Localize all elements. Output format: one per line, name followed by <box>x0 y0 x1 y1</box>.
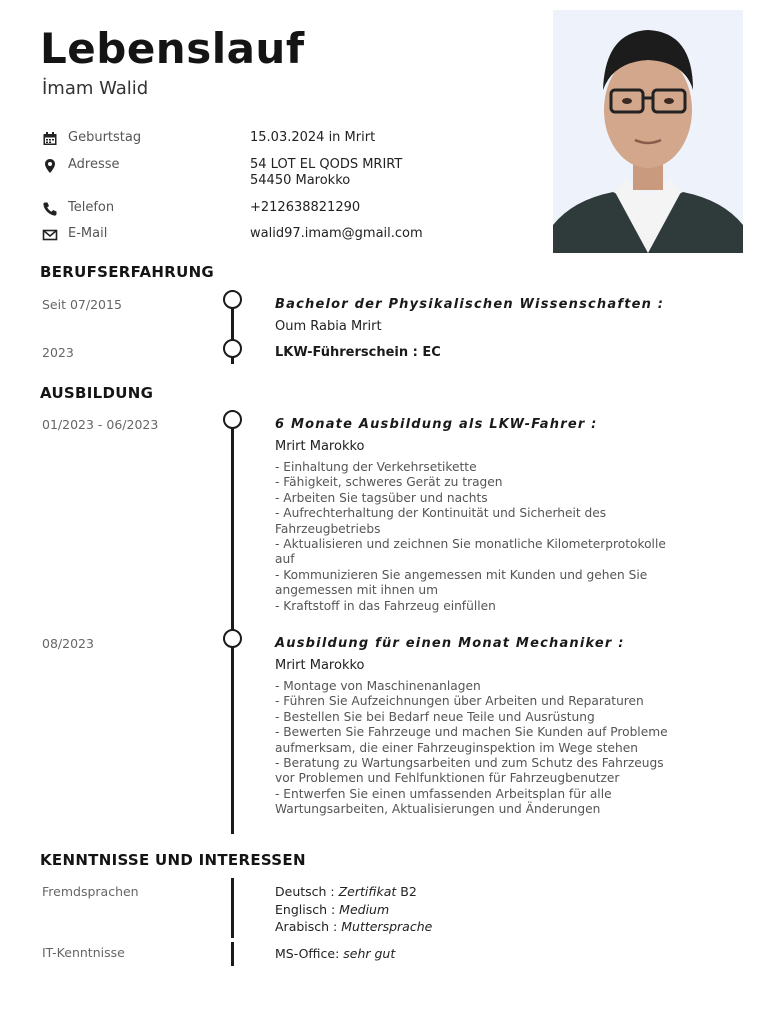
list-item: - Aufrechterhaltung der Kontinuität und Sicherheit des Fahrzeugbetriebs <box>275 506 607 536</box>
info-value <box>250 157 402 189</box>
skills-divider-line <box>231 878 234 938</box>
skill-item <box>275 901 389 918</box>
skill-group-label: IT-Kenntnisse <box>42 945 125 960</box>
skills-divider-line <box>231 942 234 966</box>
list-item: - Aktualisieren und zeichnen Sie monatliche Kilometerprotokolle auf <box>275 537 666 567</box>
info-label: Telefon <box>68 200 115 215</box>
list-item: - Entwerfen Sie einen umfassenden Arbeitsplan für alle Wartungsarbeiten, Aktualisierungen und Änderungen <box>275 786 612 817</box>
info-label: Adresse <box>68 157 120 172</box>
entry-title: Bachelor der Physikalischen Wissenschaften : <box>275 297 665 312</box>
entry-subtitle: Oum Rabia Mrirt <box>275 319 382 334</box>
list-item: - Beratung zu Wartungsarbeiten und zum Schutz des Fahrzeugs vor Problemen und Fehlfunktionen für Fahrzeugbenutzer <box>275 756 664 786</box>
skill-item <box>275 945 395 962</box>
page-title: Lebenslauf <box>40 24 305 73</box>
timeline-marker <box>223 290 242 309</box>
skill-level: Medium <box>339 902 390 917</box>
envelope-icon <box>42 227 58 243</box>
skill-item <box>275 918 432 935</box>
skill-name: Deutsch : <box>275 884 339 899</box>
entry-date: 08/2023 <box>42 636 94 651</box>
timeline-marker <box>223 339 242 358</box>
timeline-marker <box>223 410 242 429</box>
entry-bullet-list <box>275 460 675 614</box>
skill-level: Zertifikat <box>338 884 397 899</box>
skill-name: Arabisch : <box>275 919 342 934</box>
timeline-line <box>231 420 234 834</box>
list-item: - Kommunizieren Sie angemessen mit Kunden und gehen Sie angemessen mit ihnen um <box>275 567 648 598</box>
info-value: 15.03.2024 in Mrirt <box>250 130 376 145</box>
skill-name: MS-Office: <box>275 946 344 961</box>
entry-title: 6 Monate Ausbildung als LKW-Fahrer : <box>275 417 598 432</box>
address-line-2: 54450 Marokko <box>250 173 351 188</box>
skill-item <box>275 883 417 900</box>
skill-extra: B2 <box>396 884 417 899</box>
entry-title: LKW-Führerschein : EC <box>275 345 441 360</box>
info-label: Geburtstag <box>68 130 142 145</box>
list-item: - Bewerten Sie Fahrzeuge und machen Sie Kunden auf Probleme aufmerksam, die einer Fahrzeuginspektion im Wege stehen <box>275 725 668 755</box>
entry-bullet-list <box>275 679 675 818</box>
section-heading-education: AUSBILDUNG <box>40 384 154 402</box>
entry-subtitle: Mrirt Marokko <box>275 658 365 673</box>
profile-photo <box>553 10 743 253</box>
list-item: - Führen Sie Aufzeichnungen über Arbeiten und Reparaturen <box>275 694 644 709</box>
list-item: - Fähigkeit, schweres Gerät zu tragen <box>275 475 503 490</box>
entry-date: Seit 07/2015 <box>42 297 122 312</box>
info-label: E-Mail <box>68 226 108 241</box>
entry-subtitle: Mrirt Marokko <box>275 439 365 454</box>
person-name: İmam Walid <box>42 78 149 99</box>
list-item: - Einhaltung der Verkehrsetikette <box>275 460 477 474</box>
skill-level: sehr gut <box>343 946 396 961</box>
info-value: +212638821290 <box>250 200 361 215</box>
timeline-marker <box>223 629 242 648</box>
calendar-icon <box>42 131 58 147</box>
list-item: - Arbeiten Sie tagsüber und nachts <box>275 490 488 505</box>
entry-date: 2023 <box>42 345 74 360</box>
list-item: - Montage von Maschinenanlagen <box>275 679 481 693</box>
info-value: walid97.imam@gmail.com <box>250 226 423 241</box>
list-item: - Bestellen Sie bei Bedarf neue Teile und Ausrüstung <box>275 709 595 724</box>
entry-title: Ausbildung für einen Monat Mechaniker : <box>275 636 625 651</box>
skill-name: Englisch : <box>275 902 340 917</box>
address-line-1: 54 LOT EL QODS MRIRT <box>250 157 403 172</box>
skill-group-label: Fremdsprachen <box>42 884 139 899</box>
section-heading-skills: KENNTNISSE UND INTERESSEN <box>40 851 306 869</box>
map-marker-icon <box>42 158 58 174</box>
entry-date: 01/2023 - 06/2023 <box>42 417 159 432</box>
phone-icon <box>42 201 58 217</box>
list-item: - Kraftstoff in das Fahrzeug einfüllen <box>275 598 496 613</box>
skill-level: Muttersprache <box>341 919 433 934</box>
section-heading-experience: BERUFSERFAHRUNG <box>40 263 215 281</box>
